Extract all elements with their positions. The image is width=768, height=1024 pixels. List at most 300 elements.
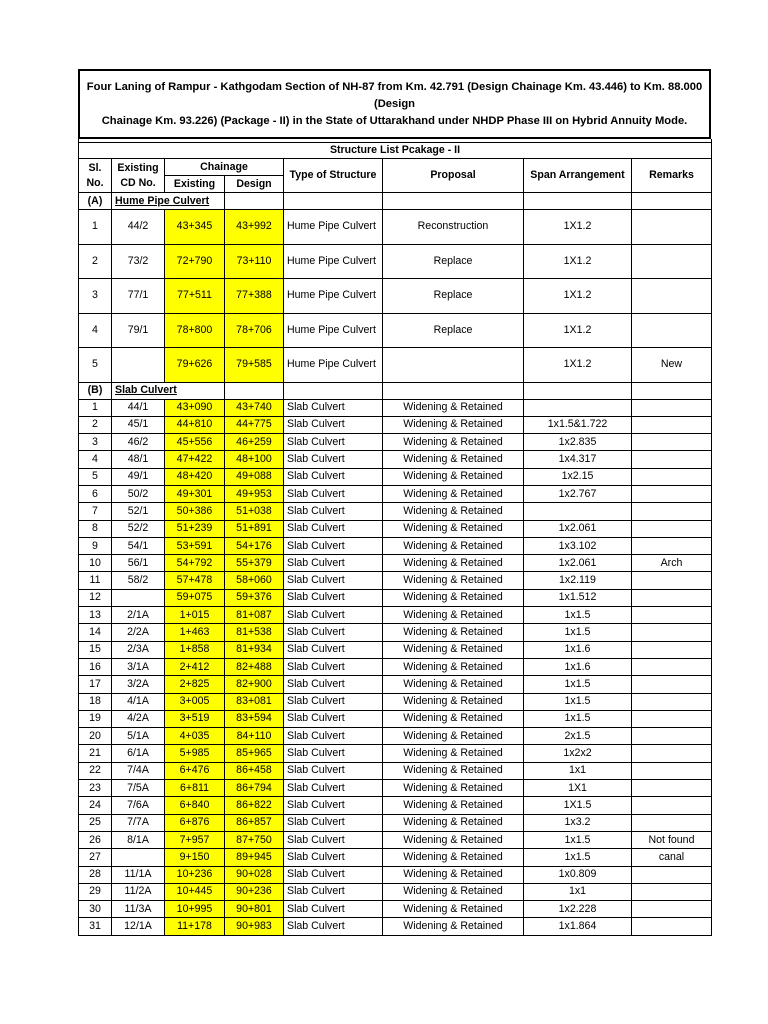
table-row bbox=[79, 589, 712, 606]
cell-proposal: Widening & Retained bbox=[383, 866, 524, 883]
cell-remarks bbox=[632, 901, 712, 918]
cell-proposal: Widening & Retained bbox=[383, 831, 524, 848]
cell-cd-no: 58/2 bbox=[112, 572, 165, 589]
cell-remarks bbox=[632, 416, 712, 433]
cell-span-arrangement: 1x1.5 bbox=[524, 849, 632, 866]
cell-proposal: Widening & Retained bbox=[383, 503, 524, 520]
cell-type-of-structure: Slab Culvert bbox=[284, 589, 383, 606]
empty-cell bbox=[524, 193, 632, 210]
cell-cd-no: 11/2A bbox=[112, 883, 165, 900]
cell-proposal: Replace bbox=[383, 244, 524, 279]
cell-sl-no: 7 bbox=[79, 503, 112, 520]
table-row bbox=[79, 693, 712, 710]
cell-chainage-existing: 9+150 bbox=[165, 849, 225, 866]
cell-type-of-structure: Slab Culvert bbox=[284, 831, 383, 848]
cell-proposal: Widening & Retained bbox=[383, 468, 524, 485]
table-row bbox=[79, 503, 712, 520]
cell-cd-no: 12/1A bbox=[112, 918, 165, 935]
cell-chainage-existing: 59+075 bbox=[165, 589, 225, 606]
cell-type-of-structure: Slab Culvert bbox=[284, 762, 383, 779]
table-row bbox=[79, 797, 712, 814]
cell-remarks bbox=[632, 485, 712, 502]
cell-chainage-design: 51+891 bbox=[225, 520, 284, 537]
cell-chainage-existing: 3+519 bbox=[165, 710, 225, 727]
cell-span-arrangement: 1x3.2 bbox=[524, 814, 632, 831]
table-row bbox=[79, 849, 712, 866]
cell-span-arrangement: 1x1.864 bbox=[524, 918, 632, 935]
cell-remarks: Arch bbox=[632, 555, 712, 572]
cell-proposal: Widening & Retained bbox=[383, 745, 524, 762]
cell-chainage-design: 87+750 bbox=[225, 831, 284, 848]
cell-type-of-structure: Slab Culvert bbox=[284, 641, 383, 658]
cell-chainage-existing: 44+810 bbox=[165, 416, 225, 433]
table-row bbox=[79, 710, 712, 727]
cell-span-arrangement: 1x1 bbox=[524, 762, 632, 779]
cell-remarks bbox=[632, 434, 712, 451]
cell-chainage-design: 81+538 bbox=[225, 624, 284, 641]
cell-remarks bbox=[632, 676, 712, 693]
cell-type-of-structure: Slab Culvert bbox=[284, 468, 383, 485]
cell-sl-no: 14 bbox=[79, 624, 112, 641]
cell-type-of-structure: Slab Culvert bbox=[284, 503, 383, 520]
section-row bbox=[79, 382, 712, 399]
cell-span-arrangement: 1x2.119 bbox=[524, 572, 632, 589]
cell-sl-no: 25 bbox=[79, 814, 112, 831]
cell-chainage-design: 46+259 bbox=[225, 434, 284, 451]
cell-type-of-structure: Slab Culvert bbox=[284, 814, 383, 831]
cell-sl-no: 4 bbox=[79, 451, 112, 468]
cell-type-of-structure: Slab Culvert bbox=[284, 780, 383, 797]
cell-remarks bbox=[632, 210, 712, 245]
cell-remarks bbox=[632, 503, 712, 520]
cell-sl-no: 26 bbox=[79, 831, 112, 848]
cell-sl-no: 8 bbox=[79, 520, 112, 537]
empty-cell bbox=[225, 382, 284, 399]
cell-chainage-existing: 2+825 bbox=[165, 676, 225, 693]
cell-cd-no: 56/1 bbox=[112, 555, 165, 572]
cell-type-of-structure: Slab Culvert bbox=[284, 676, 383, 693]
cell-type-of-structure: Slab Culvert bbox=[284, 728, 383, 745]
cell-proposal: Widening & Retained bbox=[383, 728, 524, 745]
cell-cd-no: 2/3A bbox=[112, 641, 165, 658]
cell-chainage-design: 89+945 bbox=[225, 849, 284, 866]
cell-remarks bbox=[632, 693, 712, 710]
header-sl-line1: Sl. bbox=[88, 161, 102, 174]
cell-proposal: Replace bbox=[383, 279, 524, 314]
cell-cd-no: 7/6A bbox=[112, 797, 165, 814]
cell-chainage-existing: 53+591 bbox=[165, 537, 225, 554]
table-row bbox=[79, 641, 712, 658]
table-row bbox=[79, 918, 712, 935]
cell-sl-no: 30 bbox=[79, 901, 112, 918]
section-code: (A) bbox=[79, 193, 112, 210]
cell-chainage-existing: 10+995 bbox=[165, 901, 225, 918]
table-row bbox=[79, 831, 712, 848]
cell-remarks bbox=[632, 797, 712, 814]
cell-sl-no: 3 bbox=[79, 279, 112, 314]
header-type-of-structure: Type of Structure bbox=[284, 159, 383, 193]
cell-remarks bbox=[632, 279, 712, 314]
cell-type-of-structure: Slab Culvert bbox=[284, 866, 383, 883]
cell-proposal: Widening & Retained bbox=[383, 555, 524, 572]
cell-type-of-structure: Slab Culvert bbox=[284, 399, 383, 416]
empty-cell bbox=[284, 382, 383, 399]
cell-chainage-design: 54+176 bbox=[225, 537, 284, 554]
cell-sl-no: 21 bbox=[79, 745, 112, 762]
cell-cd-no: 73/2 bbox=[112, 244, 165, 279]
table-row bbox=[79, 451, 712, 468]
cell-sl-no: 22 bbox=[79, 762, 112, 779]
cell-span-arrangement: 1x2.15 bbox=[524, 468, 632, 485]
cell-cd-no: 4/1A bbox=[112, 693, 165, 710]
cell-type-of-structure: Hume Pipe Culvert bbox=[284, 313, 383, 348]
table-row bbox=[79, 901, 712, 918]
cell-type-of-structure: Slab Culvert bbox=[284, 416, 383, 433]
cell-span-arrangement bbox=[524, 399, 632, 416]
cell-remarks bbox=[632, 520, 712, 537]
cell-cd-no: 52/2 bbox=[112, 520, 165, 537]
header-cd-line1: Existing bbox=[117, 161, 159, 174]
cell-sl-no: 20 bbox=[79, 728, 112, 745]
cell-span-arrangement: 1x1.6 bbox=[524, 641, 632, 658]
cell-chainage-design: 83+594 bbox=[225, 710, 284, 727]
cell-chainage-design: 82+900 bbox=[225, 676, 284, 693]
cell-type-of-structure: Slab Culvert bbox=[284, 520, 383, 537]
cell-remarks bbox=[632, 866, 712, 883]
cell-proposal: Widening & Retained bbox=[383, 849, 524, 866]
cell-sl-no: 18 bbox=[79, 693, 112, 710]
cell-remarks bbox=[632, 762, 712, 779]
cell-span-arrangement: 1X1.2 bbox=[524, 279, 632, 314]
cell-chainage-existing: 10+445 bbox=[165, 883, 225, 900]
empty-cell bbox=[632, 382, 712, 399]
cell-sl-no: 23 bbox=[79, 780, 112, 797]
cell-remarks bbox=[632, 710, 712, 727]
cell-remarks bbox=[632, 780, 712, 797]
cell-chainage-design: 59+376 bbox=[225, 589, 284, 606]
cell-span-arrangement: 1x2.767 bbox=[524, 485, 632, 502]
cell-type-of-structure: Hume Pipe Culvert bbox=[284, 210, 383, 245]
cell-chainage-design: 86+794 bbox=[225, 780, 284, 797]
cell-span-arrangement: 1X1.2 bbox=[524, 348, 632, 383]
table-row bbox=[79, 572, 712, 589]
cell-proposal: Widening & Retained bbox=[383, 485, 524, 502]
cell-span-arrangement: 1X1.2 bbox=[524, 313, 632, 348]
cell-chainage-design: 86+822 bbox=[225, 797, 284, 814]
cell-sl-no: 9 bbox=[79, 537, 112, 554]
cell-sl-no: 12 bbox=[79, 589, 112, 606]
cell-chainage-existing: 1+015 bbox=[165, 607, 225, 624]
cell-proposal: Widening & Retained bbox=[383, 641, 524, 658]
cell-span-arrangement: 1x1.5&1.722 bbox=[524, 416, 632, 433]
cell-chainage-design: 55+379 bbox=[225, 555, 284, 572]
table-row bbox=[79, 780, 712, 797]
cell-remarks bbox=[632, 641, 712, 658]
cell-remarks bbox=[632, 728, 712, 745]
cell-sl-no: 2 bbox=[79, 244, 112, 279]
cell-chainage-design: 83+081 bbox=[225, 693, 284, 710]
header-sl-line2: No. bbox=[86, 176, 104, 189]
table-row bbox=[79, 624, 712, 641]
cell-sl-no: 10 bbox=[79, 555, 112, 572]
cell-chainage-existing: 7+957 bbox=[165, 831, 225, 848]
cell-remarks bbox=[632, 883, 712, 900]
table-row bbox=[79, 728, 712, 745]
cell-type-of-structure: Slab Culvert bbox=[284, 434, 383, 451]
table-row bbox=[79, 468, 712, 485]
cell-sl-no: 17 bbox=[79, 676, 112, 693]
cell-chainage-existing: 50+386 bbox=[165, 503, 225, 520]
header-remarks: Remarks bbox=[632, 159, 712, 193]
cell-span-arrangement: 1x1.512 bbox=[524, 589, 632, 606]
cell-proposal: Widening & Retained bbox=[383, 520, 524, 537]
cell-type-of-structure: Slab Culvert bbox=[284, 451, 383, 468]
cell-type-of-structure: Slab Culvert bbox=[284, 883, 383, 900]
cell-chainage-existing: 78+800 bbox=[165, 313, 225, 348]
cell-proposal: Widening & Retained bbox=[383, 399, 524, 416]
cell-cd-no: 7/7A bbox=[112, 814, 165, 831]
table-row bbox=[79, 814, 712, 831]
cell-remarks bbox=[632, 244, 712, 279]
cell-cd-no: 46/2 bbox=[112, 434, 165, 451]
cell-remarks bbox=[632, 537, 712, 554]
cell-chainage-design: 86+458 bbox=[225, 762, 284, 779]
section-label bbox=[112, 382, 225, 399]
cell-cd-no: 77/1 bbox=[112, 279, 165, 314]
cell-cd-no bbox=[112, 849, 165, 866]
table-row bbox=[79, 676, 712, 693]
cell-chainage-existing: 72+790 bbox=[165, 244, 225, 279]
table-row bbox=[79, 607, 712, 624]
table-row bbox=[79, 279, 712, 314]
cell-chainage-existing: 45+556 bbox=[165, 434, 225, 451]
cell-sl-no: 1 bbox=[79, 399, 112, 416]
project-title-line-2: Chainage Km. 93.226) (Package - II) in the State of Uttarakhand under NHDP Phase III on Hybrid Annuity Mode. bbox=[101, 114, 688, 127]
cell-remarks bbox=[632, 745, 712, 762]
cell-proposal: Widening & Retained bbox=[383, 814, 524, 831]
cell-cd-no: 2/1A bbox=[112, 607, 165, 624]
cell-cd-no: 8/1A bbox=[112, 831, 165, 848]
cell-remarks: Not found bbox=[632, 831, 712, 848]
cell-span-arrangement: 1x1.5 bbox=[524, 607, 632, 624]
cell-sl-no: 11 bbox=[79, 572, 112, 589]
cell-proposal bbox=[383, 348, 524, 383]
section-label bbox=[112, 193, 225, 210]
cell-sl-no: 15 bbox=[79, 641, 112, 658]
cell-proposal: Widening & Retained bbox=[383, 710, 524, 727]
empty-cell bbox=[632, 193, 712, 210]
cell-remarks: canal bbox=[632, 849, 712, 866]
empty-cell bbox=[524, 382, 632, 399]
cell-chainage-design: 49+953 bbox=[225, 485, 284, 502]
cell-cd-no: 45/1 bbox=[112, 416, 165, 433]
cell-cd-no: 2/2A bbox=[112, 624, 165, 641]
cell-sl-no: 1 bbox=[79, 210, 112, 245]
cell-span-arrangement bbox=[524, 503, 632, 520]
cell-chainage-design: 85+965 bbox=[225, 745, 284, 762]
table-row bbox=[79, 745, 712, 762]
cell-span-arrangement: 1x1.5 bbox=[524, 624, 632, 641]
cell-span-arrangement: 1x2.835 bbox=[524, 434, 632, 451]
table-row bbox=[79, 555, 712, 572]
cell-sl-no: 13 bbox=[79, 607, 112, 624]
empty-cell bbox=[284, 193, 383, 210]
cell-chainage-design: 43+740 bbox=[225, 399, 284, 416]
cell-span-arrangement: 1x2x2 bbox=[524, 745, 632, 762]
cell-chainage-existing: 6+476 bbox=[165, 762, 225, 779]
cell-chainage-existing: 79+626 bbox=[165, 348, 225, 383]
cell-chainage-design: 44+775 bbox=[225, 416, 284, 433]
cell-span-arrangement: 1x1.5 bbox=[524, 831, 632, 848]
cell-chainage-design: 58+060 bbox=[225, 572, 284, 589]
header-chainage: Chainage bbox=[165, 159, 284, 176]
structure-list-subtitle: Structure List Pcakage - II bbox=[79, 143, 712, 159]
header-span-arrangement: Span Arrangement bbox=[524, 159, 632, 193]
cell-proposal: Widening & Retained bbox=[383, 572, 524, 589]
table-row bbox=[79, 866, 712, 883]
cell-chainage-existing: 6+840 bbox=[165, 797, 225, 814]
cell-chainage-design: 90+983 bbox=[225, 918, 284, 935]
cell-cd-no: 44/1 bbox=[112, 399, 165, 416]
cell-sl-no: 3 bbox=[79, 434, 112, 451]
cell-proposal: Replace bbox=[383, 313, 524, 348]
cell-proposal: Widening & Retained bbox=[383, 624, 524, 641]
cell-chainage-existing: 48+420 bbox=[165, 468, 225, 485]
table-row bbox=[79, 883, 712, 900]
cell-chainage-design: 90+236 bbox=[225, 883, 284, 900]
cell-chainage-design: 79+585 bbox=[225, 348, 284, 383]
cell-chainage-design: 90+801 bbox=[225, 901, 284, 918]
cell-chainage-existing: 6+811 bbox=[165, 780, 225, 797]
cell-proposal: Widening & Retained bbox=[383, 901, 524, 918]
cell-proposal: Widening & Retained bbox=[383, 797, 524, 814]
header-chainage-design: Design bbox=[225, 176, 284, 193]
structure-table bbox=[78, 139, 712, 936]
cell-chainage-existing: 11+178 bbox=[165, 918, 225, 935]
table-row bbox=[79, 416, 712, 433]
cell-sl-no: 4 bbox=[79, 313, 112, 348]
cell-type-of-structure: Slab Culvert bbox=[284, 555, 383, 572]
cell-remarks bbox=[632, 658, 712, 675]
cell-type-of-structure: Slab Culvert bbox=[284, 607, 383, 624]
cell-proposal: Widening & Retained bbox=[383, 537, 524, 554]
cell-proposal: Widening & Retained bbox=[383, 589, 524, 606]
cell-type-of-structure: Hume Pipe Culvert bbox=[284, 279, 383, 314]
cell-span-arrangement: 1x1.5 bbox=[524, 710, 632, 727]
cell-cd-no: 50/2 bbox=[112, 485, 165, 502]
cell-chainage-existing: 51+239 bbox=[165, 520, 225, 537]
cell-type-of-structure: Slab Culvert bbox=[284, 624, 383, 641]
header-cd-line2: CD No. bbox=[120, 176, 156, 189]
cell-cd-no: 4/2A bbox=[112, 710, 165, 727]
cell-chainage-existing: 5+985 bbox=[165, 745, 225, 762]
cell-chainage-existing: 77+511 bbox=[165, 279, 225, 314]
cell-sl-no: 19 bbox=[79, 710, 112, 727]
cell-chainage-existing: 10+236 bbox=[165, 866, 225, 883]
cell-span-arrangement: 1x2.061 bbox=[524, 555, 632, 572]
cell-proposal: Widening & Retained bbox=[383, 416, 524, 433]
cell-span-arrangement: 1x1 bbox=[524, 883, 632, 900]
cell-remarks bbox=[632, 313, 712, 348]
cell-type-of-structure: Slab Culvert bbox=[284, 572, 383, 589]
cell-type-of-structure: Hume Pipe Culvert bbox=[284, 244, 383, 279]
cell-sl-no: 31 bbox=[79, 918, 112, 935]
cell-chainage-design: 81+934 bbox=[225, 641, 284, 658]
cell-chainage-design: 82+488 bbox=[225, 658, 284, 675]
cell-chainage-existing: 4+035 bbox=[165, 728, 225, 745]
cell-proposal: Widening & Retained bbox=[383, 693, 524, 710]
cell-remarks bbox=[632, 451, 712, 468]
cell-span-arrangement: 1X1.2 bbox=[524, 210, 632, 245]
cell-span-arrangement: 1x1.6 bbox=[524, 658, 632, 675]
section-label-text: Slab Culvert bbox=[115, 384, 177, 396]
cell-chainage-design: 51+038 bbox=[225, 503, 284, 520]
project-title-line-1: Four Laning of Rampur - Kathgodam Section of NH-87 from Km. 42.791 (Design Chainage Km. 43.446) to Km. 88.000 (Design bbox=[86, 80, 703, 110]
cell-span-arrangement: 1x1.5 bbox=[524, 693, 632, 710]
table-row bbox=[79, 210, 712, 245]
cell-proposal: Widening & Retained bbox=[383, 658, 524, 675]
header-proposal: Proposal bbox=[383, 159, 524, 193]
cell-remarks bbox=[632, 814, 712, 831]
cell-proposal: Widening & Retained bbox=[383, 451, 524, 468]
header-chainage-existing: Existing bbox=[165, 176, 225, 193]
cell-span-arrangement: 1X1.5 bbox=[524, 797, 632, 814]
cell-proposal: Widening & Retained bbox=[383, 607, 524, 624]
cell-type-of-structure: Slab Culvert bbox=[284, 918, 383, 935]
cell-chainage-existing: 49+301 bbox=[165, 485, 225, 502]
cell-cd-no: 52/1 bbox=[112, 503, 165, 520]
cell-remarks bbox=[632, 468, 712, 485]
cell-chainage-design: 43+992 bbox=[225, 210, 284, 245]
cell-span-arrangement: 1X1.2 bbox=[524, 244, 632, 279]
cell-type-of-structure: Slab Culvert bbox=[284, 537, 383, 554]
cell-chainage-design: 78+706 bbox=[225, 313, 284, 348]
table-row bbox=[79, 348, 712, 383]
cell-chainage-existing: 57+478 bbox=[165, 572, 225, 589]
cell-chainage-design: 90+028 bbox=[225, 866, 284, 883]
cell-remarks bbox=[632, 607, 712, 624]
cell-chainage-design: 86+857 bbox=[225, 814, 284, 831]
cell-cd-no: 11/1A bbox=[112, 866, 165, 883]
cell-cd-no: 3/1A bbox=[112, 658, 165, 675]
cell-proposal: Widening & Retained bbox=[383, 434, 524, 451]
table-row bbox=[79, 485, 712, 502]
cell-chainage-design: 48+100 bbox=[225, 451, 284, 468]
cell-cd-no: 5/1A bbox=[112, 728, 165, 745]
cell-cd-no: 49/1 bbox=[112, 468, 165, 485]
project-title-box bbox=[78, 69, 711, 139]
cell-cd-no bbox=[112, 348, 165, 383]
cell-chainage-design: 77+388 bbox=[225, 279, 284, 314]
cell-proposal: Widening & Retained bbox=[383, 762, 524, 779]
table-row bbox=[79, 537, 712, 554]
table-row bbox=[79, 520, 712, 537]
cell-sl-no: 27 bbox=[79, 849, 112, 866]
cell-cd-no bbox=[112, 589, 165, 606]
cell-type-of-structure: Slab Culvert bbox=[284, 485, 383, 502]
cell-chainage-existing: 47+422 bbox=[165, 451, 225, 468]
cell-cd-no: 11/3A bbox=[112, 901, 165, 918]
table-row bbox=[79, 244, 712, 279]
cell-remarks bbox=[632, 589, 712, 606]
cell-type-of-structure: Slab Culvert bbox=[284, 658, 383, 675]
cell-chainage-existing: 43+090 bbox=[165, 399, 225, 416]
cell-cd-no: 54/1 bbox=[112, 537, 165, 554]
cell-sl-no: 6 bbox=[79, 485, 112, 502]
cell-span-arrangement: 1x3.102 bbox=[524, 537, 632, 554]
cell-chainage-design: 73+110 bbox=[225, 244, 284, 279]
cell-chainage-design: 84+110 bbox=[225, 728, 284, 745]
